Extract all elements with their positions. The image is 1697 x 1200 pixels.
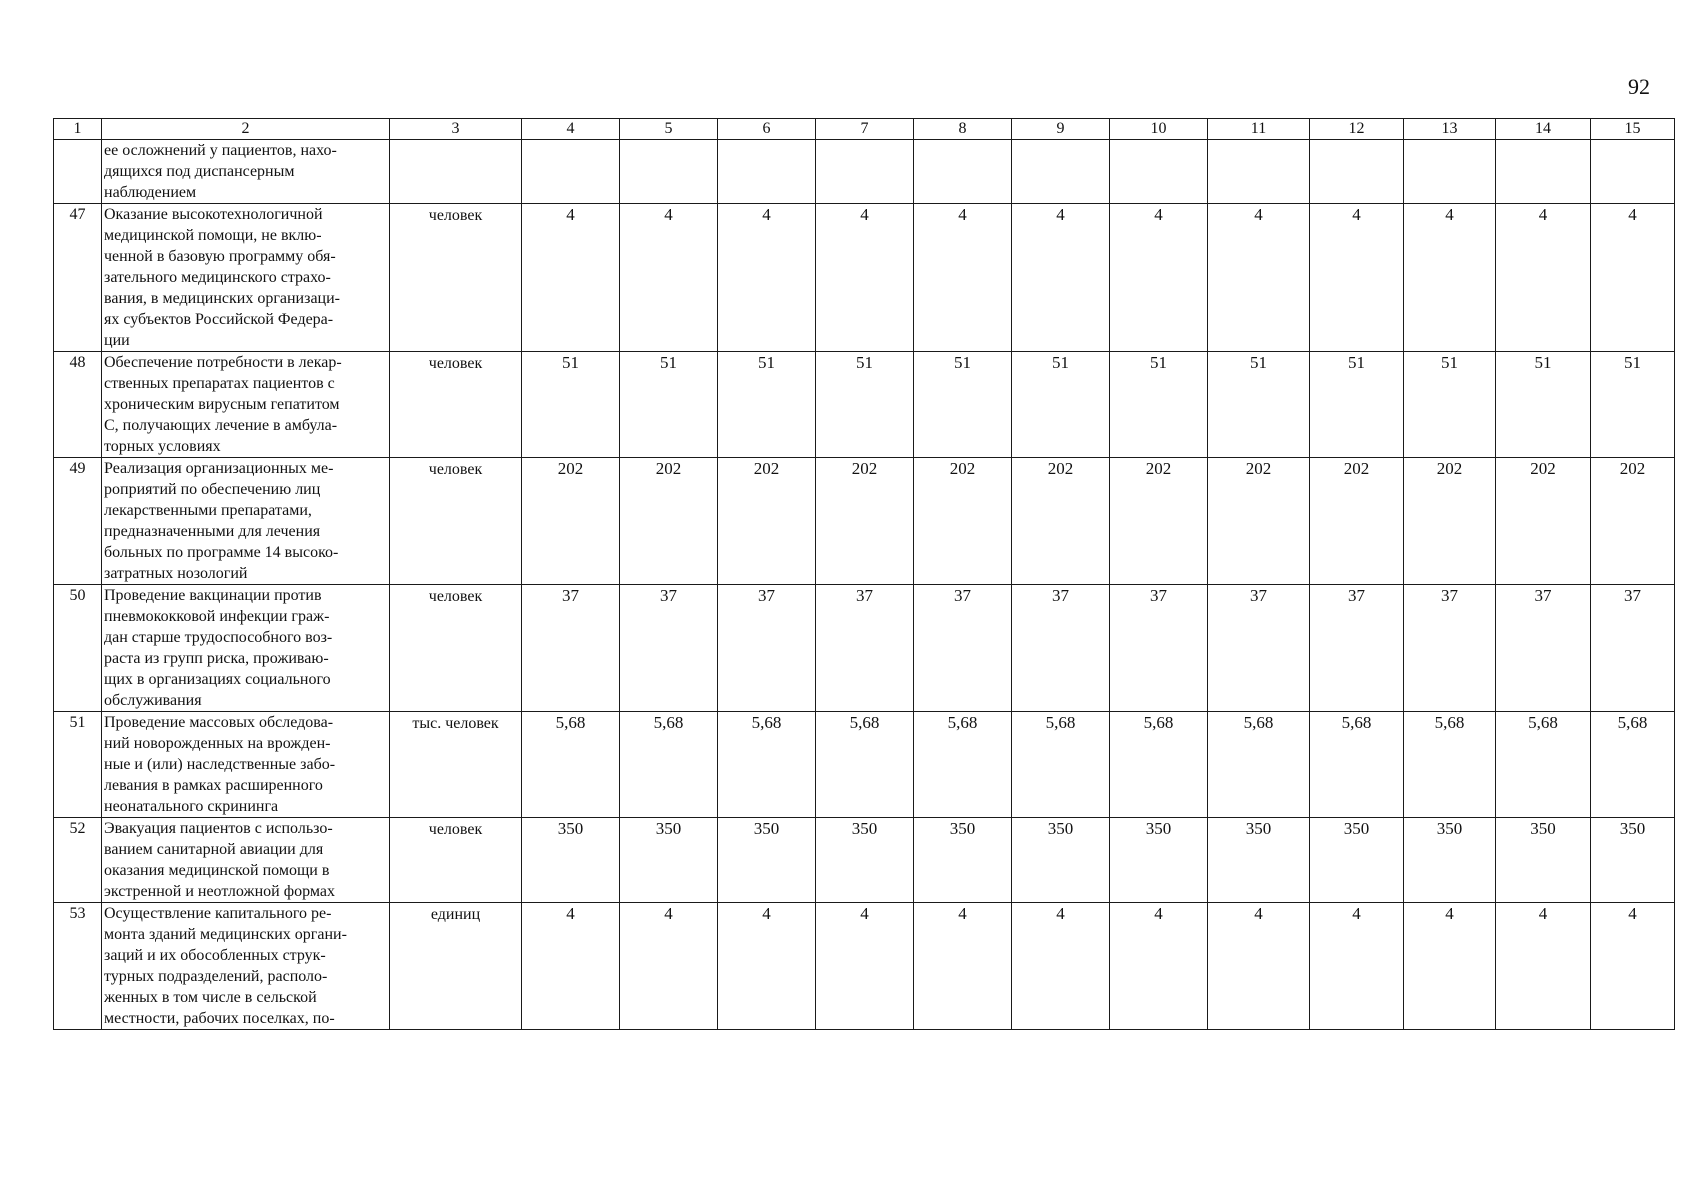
- value-cell: 4: [914, 204, 1012, 352]
- indicator-name-line: торных условиях: [104, 438, 221, 455]
- row-number: 49: [54, 458, 102, 585]
- column-header: 14: [1496, 119, 1591, 140]
- value-cell: [914, 140, 1012, 204]
- value-cell: 37: [1012, 585, 1110, 712]
- value-cell: 4: [1591, 204, 1675, 352]
- value-cell: 350: [718, 818, 816, 903]
- row-number: 51: [54, 712, 102, 818]
- value-cell: 51: [1208, 352, 1310, 458]
- table-row: [54, 204, 1675, 352]
- value-cell: 51: [1310, 352, 1404, 458]
- unit-of-measure: тыс. человек: [390, 712, 522, 818]
- indicator-name: [102, 352, 390, 458]
- unit-of-measure: человек: [390, 585, 522, 712]
- value-cell: 5,68: [1110, 712, 1208, 818]
- column-header: 5: [620, 119, 718, 140]
- indicator-name-line: медицинской помощи, не вклю-: [104, 227, 322, 244]
- value-cell: 4: [1591, 903, 1675, 1030]
- value-cell: 37: [1310, 585, 1404, 712]
- value-cell: 4: [1012, 903, 1110, 1030]
- column-number-row: [54, 119, 1675, 140]
- value-cell: [1208, 140, 1310, 204]
- page-number: 92: [1628, 74, 1650, 99]
- table-row: [54, 818, 1675, 903]
- value-cell: 4: [914, 903, 1012, 1030]
- indicator-name-line: предназначенными для лечения: [104, 523, 321, 540]
- value-cell: [816, 140, 914, 204]
- indicator-name-line: вания, в медицинских организаци-: [104, 290, 340, 307]
- value-cell: 202: [1404, 458, 1496, 585]
- value-cell: 37: [522, 585, 620, 712]
- table-row: [54, 352, 1675, 458]
- value-cell: 202: [1310, 458, 1404, 585]
- table-row: [54, 903, 1675, 1030]
- value-cell: 350: [914, 818, 1012, 903]
- column-header: 12: [1310, 119, 1404, 140]
- indicator-name: [102, 818, 390, 903]
- value-cell: [1404, 140, 1496, 204]
- value-cell: 202: [1591, 458, 1675, 585]
- unit-of-measure: единиц: [390, 903, 522, 1030]
- value-cell: 350: [1591, 818, 1675, 903]
- unit-of-measure: человек: [390, 204, 522, 352]
- column-header: 1: [54, 119, 102, 140]
- indicator-name: [102, 585, 390, 712]
- value-cell: [1591, 140, 1675, 204]
- value-cell: 202: [1496, 458, 1591, 585]
- indicator-name-line: местности, рабочих поселках, по-: [104, 1010, 335, 1027]
- value-cell: 51: [1404, 352, 1496, 458]
- indicator-name-line: Проведение массовых обследова-: [104, 714, 334, 731]
- value-cell: 37: [1110, 585, 1208, 712]
- value-cell: 4: [718, 204, 816, 352]
- value-cell: 4: [1208, 204, 1310, 352]
- value-cell: 202: [1110, 458, 1208, 585]
- indicator-name-line: дящихся под диспансерным: [104, 163, 295, 180]
- value-cell: 202: [522, 458, 620, 585]
- unit-of-measure: человек: [390, 458, 522, 585]
- value-cell: 350: [816, 818, 914, 903]
- value-cell: 4: [816, 204, 914, 352]
- unit-of-measure: человек: [390, 818, 522, 903]
- value-cell: 4: [1110, 903, 1208, 1030]
- value-cell: 202: [1012, 458, 1110, 585]
- column-header: 2: [102, 119, 390, 140]
- column-header: 11: [1208, 119, 1310, 140]
- value-cell: 4: [522, 204, 620, 352]
- value-cell: 350: [1310, 818, 1404, 903]
- value-cell: 4: [620, 204, 718, 352]
- indicator-name-line: роприятий по обеспечению лиц: [104, 481, 321, 498]
- indicator-name: [102, 712, 390, 818]
- indicator-name-line: ях субъектов Российской Федера-: [104, 311, 334, 328]
- row-number: 50: [54, 585, 102, 712]
- value-cell: 5,68: [816, 712, 914, 818]
- value-cell: 51: [1110, 352, 1208, 458]
- value-cell: 202: [816, 458, 914, 585]
- value-cell: 37: [1404, 585, 1496, 712]
- indicator-name-line: оказания медицинской помощи в: [104, 862, 330, 879]
- indicator-name-line: неонатального скрининга: [104, 798, 279, 815]
- value-cell: [522, 140, 620, 204]
- value-cell: 5,68: [1404, 712, 1496, 818]
- indicator-name-line: ственных препаратах пациентов с: [104, 375, 335, 392]
- value-cell: 4: [1310, 903, 1404, 1030]
- value-cell: [1110, 140, 1208, 204]
- value-cell: 202: [1208, 458, 1310, 585]
- value-cell: 5,68: [522, 712, 620, 818]
- indicator-name-line: С, получающих лечение в амбула-: [104, 417, 338, 434]
- value-cell: 4: [1208, 903, 1310, 1030]
- indicator-name-line: щих в организациях социального: [104, 671, 331, 688]
- indicator-name-line: затратных нозологий: [104, 565, 248, 582]
- value-cell: 202: [718, 458, 816, 585]
- value-cell: [718, 140, 816, 204]
- value-cell: 5,68: [1591, 712, 1675, 818]
- table-row: [54, 458, 1675, 585]
- value-cell: 51: [914, 352, 1012, 458]
- value-cell: 5,68: [1496, 712, 1591, 818]
- value-cell: 350: [1208, 818, 1310, 903]
- indicator-name-line: больных по программе 14 высоко-: [104, 544, 339, 561]
- indicator-name-line: Осуществление капитального ре-: [104, 905, 332, 922]
- value-cell: 37: [1591, 585, 1675, 712]
- column-header: 8: [914, 119, 1012, 140]
- value-cell: [1310, 140, 1404, 204]
- table-row: [54, 585, 1675, 712]
- row-number: [54, 140, 102, 204]
- value-cell: 4: [522, 903, 620, 1030]
- value-cell: 4: [816, 903, 914, 1030]
- value-cell: 350: [1012, 818, 1110, 903]
- indicator-name-line: зательного медицинского страхо-: [104, 269, 331, 286]
- indicator-name-line: дан старше трудоспособного воз-: [104, 629, 333, 646]
- value-cell: 37: [1208, 585, 1310, 712]
- value-cell: [1012, 140, 1110, 204]
- value-cell: 51: [816, 352, 914, 458]
- row-number: 53: [54, 903, 102, 1030]
- indicator-name-line: ные и (или) наследственные забо-: [104, 756, 336, 773]
- indicator-name-line: Эвакуация пациентов с использо-: [104, 820, 333, 837]
- column-header: 10: [1110, 119, 1208, 140]
- indicator-name-line: заций и их обособленных струк-: [104, 947, 326, 964]
- indicator-name: [102, 458, 390, 585]
- value-cell: 4: [1310, 204, 1404, 352]
- value-cell: 37: [718, 585, 816, 712]
- value-cell: 37: [620, 585, 718, 712]
- value-cell: 4: [1012, 204, 1110, 352]
- column-header: 13: [1404, 119, 1496, 140]
- indicator-name-line: пневмококковой инфекции граж-: [104, 608, 330, 625]
- indicator-name-line: турных подразделений, располо-: [104, 968, 328, 985]
- indicator-name-line: лекарственными препаратами,: [104, 502, 312, 519]
- value-cell: 51: [718, 352, 816, 458]
- value-cell: 4: [1404, 903, 1496, 1030]
- value-cell: 37: [914, 585, 1012, 712]
- indicator-name-line: Оказание высокотехнологичной: [104, 206, 323, 223]
- value-cell: 51: [1496, 352, 1591, 458]
- column-header: 7: [816, 119, 914, 140]
- value-cell: 202: [620, 458, 718, 585]
- value-cell: 51: [1591, 352, 1675, 458]
- value-cell: 4: [1496, 903, 1591, 1030]
- column-header: 3: [390, 119, 522, 140]
- value-cell: [620, 140, 718, 204]
- indicator-name-line: экстренной и неотложной формах: [104, 883, 335, 900]
- column-header: 15: [1591, 119, 1675, 140]
- value-cell: 37: [816, 585, 914, 712]
- value-cell: 350: [1496, 818, 1591, 903]
- indicator-name: [102, 903, 390, 1030]
- indicator-name-line: хроническим вирусным гепатитом: [104, 396, 340, 413]
- value-cell: [1496, 140, 1591, 204]
- value-cell: 350: [620, 818, 718, 903]
- value-cell: 5,68: [1310, 712, 1404, 818]
- value-cell: 350: [1404, 818, 1496, 903]
- row-number: 47: [54, 204, 102, 352]
- column-header: 6: [718, 119, 816, 140]
- value-cell: 51: [522, 352, 620, 458]
- value-cell: 4: [1496, 204, 1591, 352]
- indicator-name-line: женных в том числе в сельской: [104, 989, 317, 1006]
- table-row: [54, 140, 1675, 204]
- row-number: 52: [54, 818, 102, 903]
- value-cell: 4: [1404, 204, 1496, 352]
- value-cell: 5,68: [1012, 712, 1110, 818]
- value-cell: 350: [1110, 818, 1208, 903]
- row-number: 48: [54, 352, 102, 458]
- indicators-table: [53, 118, 1675, 1030]
- indicator-name-line: ванием санитарной авиации для: [104, 841, 324, 858]
- value-cell: 5,68: [1208, 712, 1310, 818]
- column-header: 9: [1012, 119, 1110, 140]
- value-cell: 51: [1012, 352, 1110, 458]
- unit-of-measure: [390, 140, 522, 204]
- indicator-name-line: Проведение вакцинации против: [104, 587, 322, 604]
- table-row: [54, 712, 1675, 818]
- value-cell: 4: [620, 903, 718, 1030]
- unit-of-measure: человек: [390, 352, 522, 458]
- indicator-name-line: ний новорожденных на врожден-: [104, 735, 331, 752]
- indicator-name-line: Обеспечение потребности в лекар-: [104, 354, 342, 371]
- value-cell: 202: [914, 458, 1012, 585]
- indicator-name-line: ции: [104, 332, 130, 349]
- indicator-name-line: обслуживания: [104, 692, 202, 709]
- indicator-name-line: ченной в базовую программу обя-: [104, 248, 336, 265]
- value-cell: 5,68: [718, 712, 816, 818]
- value-cell: 5,68: [914, 712, 1012, 818]
- value-cell: 4: [1110, 204, 1208, 352]
- indicator-name: [102, 204, 390, 352]
- indicator-name-line: раста из групп риска, проживаю-: [104, 650, 329, 667]
- indicator-name: [102, 140, 390, 204]
- value-cell: 350: [522, 818, 620, 903]
- indicator-name-line: Реализация организационных ме-: [104, 460, 334, 477]
- indicator-name-line: монта зданий медицинских органи-: [104, 926, 347, 943]
- column-header: 4: [522, 119, 620, 140]
- value-cell: 5,68: [620, 712, 718, 818]
- indicator-name-line: ее осложнений у пациентов, нахо-: [104, 142, 337, 159]
- indicator-name-line: наблюдением: [104, 184, 197, 201]
- indicator-name-line: левания в рамках расширенного: [104, 777, 323, 794]
- value-cell: 4: [718, 903, 816, 1030]
- value-cell: 51: [620, 352, 718, 458]
- value-cell: 37: [1496, 585, 1591, 712]
